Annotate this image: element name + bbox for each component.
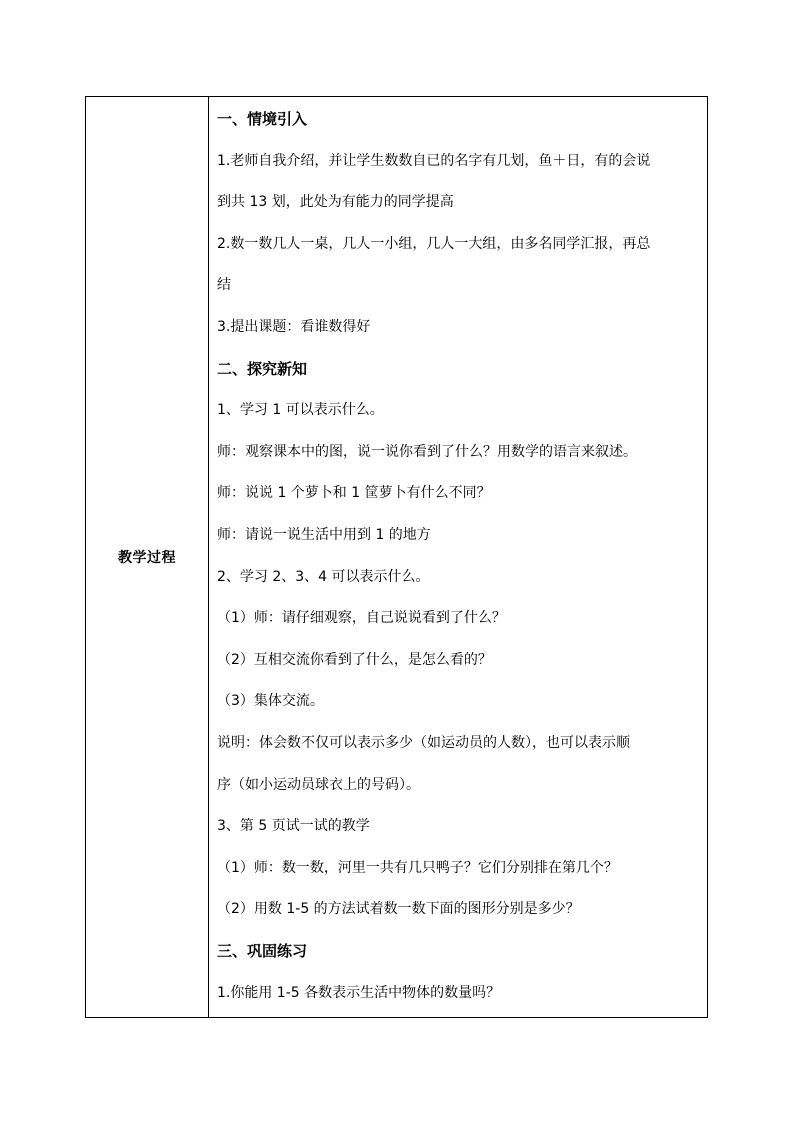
label-cell xyxy=(86,97,208,1017)
content-line: （1）师：数一数，河里一共有几只鸭子？它们分别排在第几个？ xyxy=(217,859,618,876)
content-line: 说明：体会数不仅可以表示多少（如运动员的人数），也可以表示顺 xyxy=(217,735,630,751)
content-line: （2）用数 1-5 的方法试着数一数下面的图形分别是多少？ xyxy=(217,901,580,918)
lesson-table xyxy=(85,96,708,1018)
content-line: 1.你能用 1-5 各数表示生活中物体的数量吗？ xyxy=(217,984,501,1001)
content-line: 师：说说 1 个萝卜和 1 筐萝卜有什么不同？ xyxy=(217,485,491,502)
content-line: 2、学习 2、3、4 可以表示什么。 xyxy=(217,568,430,585)
content-line: 1.老师自我介绍，并让学生数数自已的名字有几划，鱼＋日，有的会说 xyxy=(217,152,651,169)
content-line: 2.数一数几人一桌，几人一小组，几人一大组，由多名同学汇报，再总 xyxy=(217,235,651,252)
content-line: 结 xyxy=(217,277,231,294)
content-line: 1、学习 1 可以表示什么。 xyxy=(217,402,384,419)
content-line: 3.提出课题：看谁数得好 xyxy=(217,319,371,335)
section-heading: 二、探究新知 xyxy=(217,359,308,378)
section-heading: 三、巩固练习 xyxy=(217,942,308,960)
section-heading: 一、情境引入 xyxy=(217,110,308,128)
content-line: （1）师：请仔细观察，自己说说看到了什么？ xyxy=(217,610,506,627)
content-line: （2）互相交流你看到了什么，是怎么看的？ xyxy=(217,651,492,668)
content-line: 3、第 5 页试一试的教学 xyxy=(217,818,370,835)
content-line: 到共 13 划，此处为有能力的同学提高 xyxy=(217,194,454,211)
column-divider xyxy=(208,97,209,1017)
content-line: 师：观察课本中的图，说一说你看到了什么？用数学的语言来叙述。 xyxy=(217,443,637,460)
content-line: （3）集体交流。 xyxy=(217,693,324,710)
content-line: 序（如小运动员球衣上的号码）。 xyxy=(217,776,420,793)
content-line: 师：请说一说生活中用到 1 的地方 xyxy=(217,527,431,543)
section-label: 教学过程 xyxy=(118,550,176,566)
